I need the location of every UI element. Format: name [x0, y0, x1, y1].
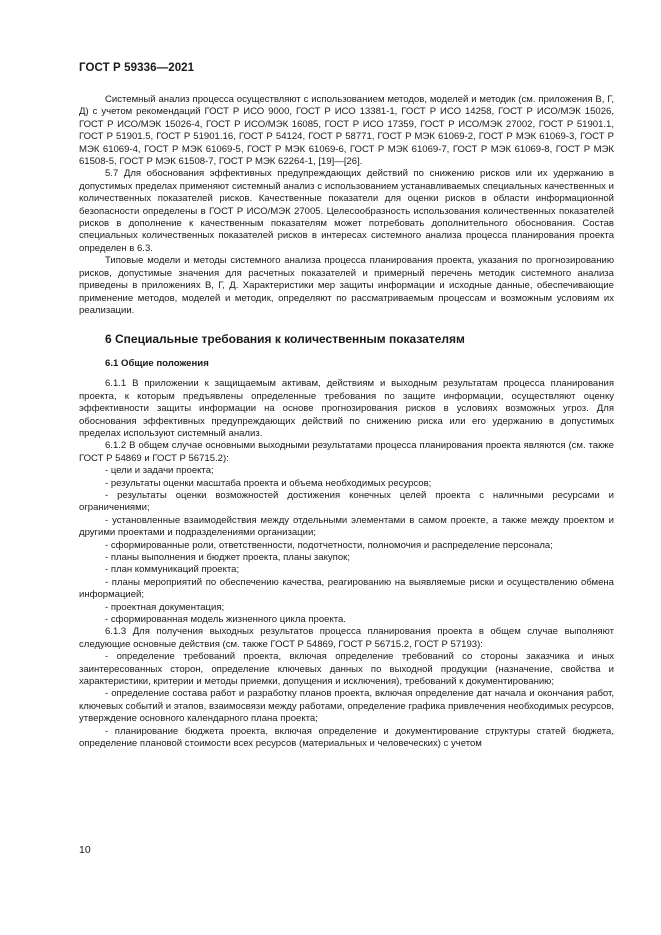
document-body	[79, 94, 614, 751]
section-heading: 6 Специальные требования к количественным показателям	[105, 332, 465, 347]
list-item: - результаты оценки масштаба проекта и объема необходимых ресурсов;	[105, 477, 432, 489]
list-item: - планы мероприятий по обеспечению качества, реагированию на выявляемые риски и осуществлению обмена информацией;	[79, 576, 614, 601]
paragraph: Типовые модели и методы системного анализа процесса планирования проекта, указания по прогнозированию рисков, допустимые значения для расчетных показателей и примерный перечень методик системного анализа приведены в приложениях В, Г, Д. Характеристики мер защиты информации и исходные данные, обеспечивающие применение методов, моделей и методик, определяют по рассматриваемым процессам и возможным условиям их реализации.	[79, 255, 614, 316]
list-item: - планирование бюджета проекта, включая определение и документирование структуры статей бюджета, определение плановой стоимости всех ресурсов (материальных и человеческих) с учетом	[79, 725, 614, 750]
paragraph: 6.1.1 В приложении к защищаемым активам, действиям и выходным результатам процесса планирования проекта, к которым предъявлены определенные требования по защите информации, осуществляют оценку эффективности защиты информации на основе прогнозирования рисков в условиях возможных угроз. Для обоснования эффективных предупреждающих действий по снижению риска или его удержанию в допустимых пределах используют системный анализ.	[79, 378, 614, 439]
list-item: - проектная документация;	[105, 601, 225, 613]
subsection-heading: 6.1 Общие положения	[105, 358, 209, 370]
list-item: - цели и задачи проекта;	[105, 465, 214, 477]
list-item: - сформированные роли, ответственности, подотчетности, полномочия и распределение персонала;	[105, 539, 553, 551]
list-item: - установленные взаимодействия между отдельными элементами в самом проекте, а также между проектом и другими проектами и подразделениями организации;	[79, 514, 614, 539]
paragraph: 6.1.2 В общем случае основными выходными результатами процесса планирования проекта являются (см. также ГОСТ Р 54869 и ГОСТ Р 56715.2):	[79, 440, 614, 464]
paragraph: 5.7 Для обоснования эффективных предупреждающих действий по снижению рисков или их удержанию в допустимых пределах применяют системный анализ с использованием устанавливаемых специальных качественных и количественных показателей рисков. Качественные показатели для оценки рисков в области информационной безопасности определены в ГОСТ Р ИСО/МЭК 27005. Целесообразность использования количественных показателей рисков в дополнение к качественным показателям может потребовать дополнительного обоснования. Состав специальных количественных показателей рисков в интересах системного анализа процесса планирования проекта определен в 6.3.	[79, 168, 614, 254]
paragraph: Системный анализ процесса осуществляют с использованием методов, моделей и методик (см. приложения В, Г, Д) с учетом рекомендаций ГОСТ Р ИСО 9000, ГОСТ Р ИСО 13381-1, ГОСТ Р ИСО 14258, ГОСТ Р ИСО/МЭК 15026, ГОСТ Р ИСО/МЭК 15026-4, ГОСТ Р ИСО/МЭК 16085, ГОСТ Р ИСО 17359, ГОСТ Р ИСО/МЭК 27002, ГОСТ Р 51901.1, ГОСТ Р 51901.5, ГОСТ Р 51901.16, ГОСТ Р 54124, ГОСТ Р 58771, ГОСТ Р МЭК 61069-2, ГОСТ Р МЭК 61069-3, ГОСТ Р МЭК 61069-4, ГОСТ Р МЭК 61069-5, ГОСТ Р МЭК 61069-6, ГОСТ Р МЭК 61069-7, ГОСТ Р МЭК 61069-8, ГОСТ Р МЭК 61508-5, ГОСТ Р МЭК 61508-7, ГОСТ Р МЭК 62264-1, [19]—[26].	[79, 94, 614, 168]
list-item: - планы выполнения и бюджет проекта, планы закупок;	[105, 552, 350, 563]
page-number: 10	[79, 844, 91, 856]
list-item: - определение состава работ и разработку планов проекта, включая определение дат начала и окончания работ, ключевых событий и этапов, взаимосвязи между работами, определение графика привлечения необходимых ресурсов, утверждение основного календарного плана проекта;	[79, 688, 614, 725]
list-item: - определение требований проекта, включая определение требований со стороны заказчика и иных заинтересованных сторон, определение ключевых данных по выходной продукции (назначение, свойства и характеристики, критерии и методы приемки, допущения и исключения), требований к документированию;	[79, 651, 614, 688]
list-item: - план коммуникаций проекта;	[105, 564, 240, 576]
paragraph: 6.1.3 Для получения выходных результатов процесса планирования проекта в общем случае выполняют следующие основные действия (см. также ГОСТ Р 54869, ГОСТ Р 56715.2, ГОСТ Р 57193):	[79, 626, 614, 650]
list-item: - результаты оценки возможностей достижения конечных целей проекта с наличными ресурсами и ограничениями;	[79, 489, 614, 514]
document-code-header: ГОСТ Р 59336—2021	[79, 62, 195, 74]
list-item: - сформированная модель жизненного цикла проекта.	[105, 614, 346, 626]
